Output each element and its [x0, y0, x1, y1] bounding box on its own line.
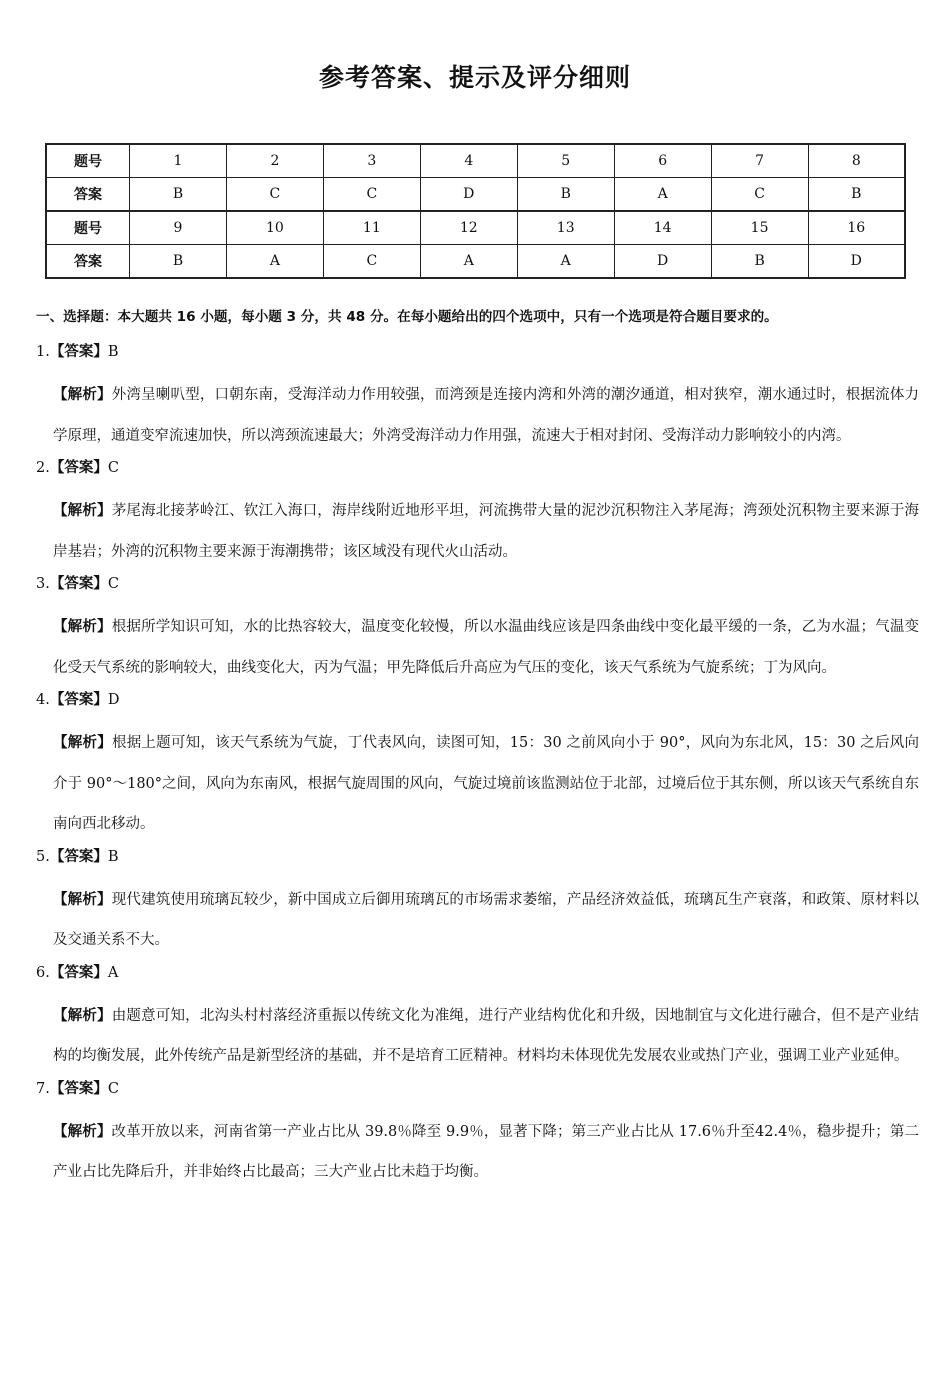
- question-number: 3.: [36, 576, 50, 592]
- answer-value: B: [107, 848, 119, 865]
- table-row-question-numbers: [46, 211, 905, 245]
- answer-label: 【答案】: [49, 460, 108, 476]
- answer-value: B: [107, 344, 119, 360]
- question-list: [36, 342, 920, 1193]
- table-cell: 11: [323, 211, 420, 245]
- analysis-body: 外湾呈喇叭型，口朝东南，受海洋动力作用较强，而湾颈是连接内湾和外湾的潮汐通道，相对狭窄，潮水通过时，根据流体力学原理，通道变窄流速加快，所以湾颈流速最大；外湾受海洋动力作用强，流速大于相对封闭、受海洋动力影响较小的内湾。: [53, 387, 920, 444]
- table-cell: 16: [808, 211, 905, 245]
- analysis-body: 茅尾海北接茅岭江、钦江入海口，海岸线附近地形平坦，河流携带大量的泥沙沉积物注入茅尾海；湾颈处沉积物主要来源于海岸基岩；外湾的沉积物主要来源于海潮携带；该区域没有现代火山活动。: [53, 503, 920, 560]
- header-cell-question-number: 题号: [46, 211, 130, 245]
- analysis-body: 由题意可知，北沟头村村落经济重振以传统文化为准绳，进行产业结构优化和升级，因地制宜与文化进行融合，但不是产业结构的均衡发展，此外传统产品是新型经济的基础，并不是培育工匠精神。材料均未体现优先发展农业或热门产业，强调工业产业延伸。: [53, 1007, 920, 1064]
- question-item-1: [36, 342, 920, 456]
- table-cell: 15: [711, 211, 808, 245]
- answer-label: 【答案】: [49, 576, 108, 592]
- answer-line: [36, 690, 916, 710]
- question-number: 6.: [36, 964, 50, 981]
- analysis-label: 【解析】: [53, 891, 112, 908]
- answer-label: 【答案】: [49, 848, 108, 865]
- section-heading: 一、选择题：本大题共 16 小题，每小题 3 分，共 48 分。在每小题给出的四个选项中，只有一个选项是符合题目要求的。: [36, 309, 778, 325]
- answer-value: C: [107, 1080, 119, 1097]
- answer-value: C: [107, 460, 119, 476]
- question-number: 1.: [36, 344, 50, 360]
- answer-value: A: [107, 964, 119, 981]
- table-cell: C: [226, 178, 323, 212]
- table-cell: 9: [130, 211, 227, 245]
- table-cell: D: [614, 245, 711, 279]
- table-cell: D: [808, 245, 905, 279]
- answer-line: [36, 342, 916, 362]
- analysis-label: 【解析】: [53, 735, 112, 751]
- table-cell: C: [323, 245, 420, 279]
- analysis-label: 【解析】: [53, 1007, 112, 1024]
- table-cell: A: [517, 245, 614, 279]
- table-cell: 14: [614, 211, 711, 245]
- question-item-7: [36, 1079, 920, 1193]
- analysis-text: [36, 375, 919, 456]
- table-cell: 5: [517, 144, 614, 178]
- answer-table-1: [45, 143, 906, 212]
- answer-value: C: [107, 576, 119, 592]
- answer-label: 【答案】: [49, 1080, 108, 1097]
- table-cell: C: [323, 178, 420, 212]
- answer-line: [36, 847, 916, 867]
- answer-line: [36, 574, 916, 594]
- answer-line: [36, 963, 916, 983]
- table-cell: 3: [323, 144, 420, 178]
- page-title: 参考答案、提示及评分细则: [318, 63, 631, 92]
- answer-label: 【答案】: [49, 964, 108, 981]
- analysis-label: 【解析】: [53, 1123, 112, 1140]
- table-cell: 8: [808, 144, 905, 178]
- table-cell: B: [808, 178, 905, 212]
- table-cell: B: [517, 178, 614, 212]
- question-item-6: [36, 963, 920, 1077]
- header-cell-question-number: 题号: [46, 144, 130, 178]
- table-cell: 2: [226, 144, 323, 178]
- table-cell: A: [226, 245, 323, 279]
- table-cell: C: [711, 178, 808, 212]
- question-number: 7.: [36, 1080, 50, 1097]
- table-cell: 13: [517, 211, 614, 245]
- analysis-text: [36, 723, 919, 845]
- analysis-text: [36, 880, 919, 961]
- header-cell-answer: 答案: [46, 245, 130, 279]
- table-cell: 7: [711, 144, 808, 178]
- analysis-label: 【解析】: [53, 619, 112, 635]
- analysis-body: 根据所学知识可知，水的比热容较大，温度变化较慢，所以水温曲线应该是四条曲线中变化最平缓的一条，乙为水温；气温变化受天气系统的影响较大，曲线变化大，丙为气温；甲先降低后升高应为气压的变化，该天气系统为气旋系统；丁为风向。: [53, 619, 920, 676]
- answer-line: [36, 458, 916, 478]
- table-cell: A: [420, 245, 517, 279]
- analysis-body: 现代建筑使用琉璃瓦较少，新中国成立后御用琉璃瓦的市场需求萎缩，产品经济效益低，琉璃瓦生产衰落，和政策、原材料以及交通关系不大。: [53, 891, 920, 948]
- analysis-body: 根据上题可知，该天气系统为气旋，丁代表风向，读图可知，15：30 之前风向小于 90°，风向为东北风，15：30 之后风向介于 90°～180°之间，风向为东南风，根据气旋周围的风向，气旋过境前该监测站位于北部，过境后位于其东侧，所以该天气系统自东南向西北移动。: [53, 735, 920, 832]
- table-cell: 6: [614, 144, 711, 178]
- table-row-answers: [46, 245, 905, 279]
- table-cell: D: [420, 178, 517, 212]
- answer-table-2: [45, 210, 906, 279]
- answer-label: 【答案】: [49, 692, 108, 708]
- table-cell: B: [130, 245, 227, 279]
- table-cell: B: [130, 178, 227, 212]
- analysis-body: 改革开放以来，河南省第一产业占比从 39.8％降至 9.9％，显著下降；第三产业占比从 17.6％升至42.4％，稳步提升；第二产业占比先降后升，并非始终占比最高；三大产业占比未趋于均衡。: [53, 1123, 920, 1180]
- question-item-5: [36, 847, 920, 961]
- analysis-text: [36, 607, 919, 688]
- table-row-question-numbers: [46, 144, 905, 178]
- answer-line: [36, 1079, 916, 1099]
- question-number: 5.: [36, 848, 50, 865]
- table-cell: 10: [226, 211, 323, 245]
- analysis-label: 【解析】: [53, 503, 112, 519]
- question-item-2: [36, 458, 920, 572]
- table-cell: B: [711, 245, 808, 279]
- table-row-answers: [46, 178, 905, 212]
- header-cell-answer: 答案: [46, 178, 130, 212]
- question-item-3: [36, 574, 920, 688]
- table-cell: 1: [130, 144, 227, 178]
- table-cell: A: [614, 178, 711, 212]
- question-number: 4.: [36, 692, 50, 708]
- table-cell: 4: [420, 144, 517, 178]
- question-item-4: [36, 690, 920, 845]
- answer-label: 【答案】: [49, 344, 108, 360]
- question-number: 2.: [36, 460, 50, 476]
- analysis-text: [36, 491, 919, 572]
- table-cell: 12: [420, 211, 517, 245]
- analysis-text: [36, 996, 919, 1077]
- answer-value: D: [107, 692, 120, 708]
- analysis-label: 【解析】: [53, 387, 112, 403]
- analysis-text: [36, 1112, 919, 1193]
